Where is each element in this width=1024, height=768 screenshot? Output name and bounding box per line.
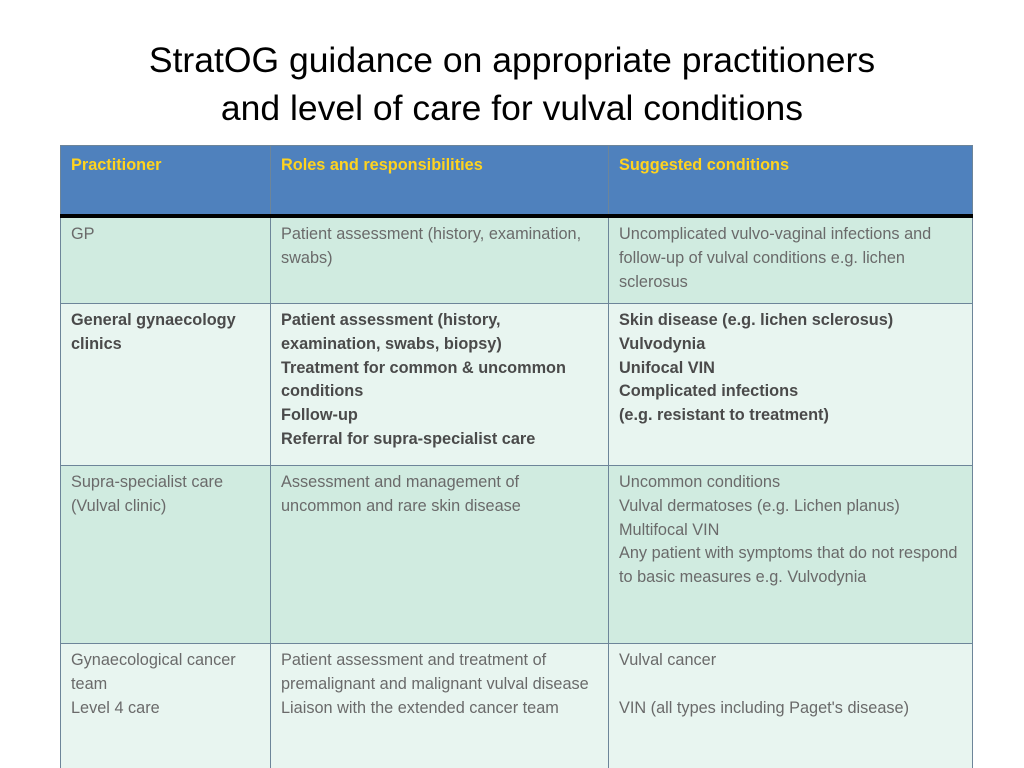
title-line-2: and level of care for vulval conditions [220,88,804,128]
header-practitioner: Practitioner [61,146,271,217]
header-roles: Roles and responsibilities [271,146,609,217]
cell-line: GP [71,225,95,243]
cell-line: Patient assessment (history, examination, swabs, biopsy) [281,311,502,353]
title-line-1: StratOG guidance on appropriate practitioners [148,40,876,80]
cell-line: Uncommon conditions [619,473,781,491]
header-conditions: Suggested conditions [609,146,973,217]
table-row [61,644,973,768]
conditions-cell [609,304,973,466]
cell-line: (e.g. resistant to treatment) [619,406,829,425]
cell-line: Uncomplicated vulvo-vaginal infections and follow-up of vulval conditions e.g. lichen sclerosus [619,225,932,291]
cell-line: Treatment for common & uncommon conditions [281,358,566,401]
practitioner-cell [61,466,271,644]
cell-line: Patient assessment and treatment of premalignant and malignant vulval disease [281,651,589,693]
cell-line: Vulval cancer [619,651,717,669]
practitioner-cell [61,216,271,304]
cell-line: Unifocal VIN [619,358,715,377]
cell-line: Follow-up [281,406,358,425]
cell-line: Vulvodynia [619,334,706,353]
cell-line: Multifocal VIN [619,520,720,539]
conditions-cell [609,644,973,768]
cell-line: Referral for supra-specialist care [281,429,536,448]
conditions-cell [609,216,973,304]
roles-cell [271,216,609,304]
table-row [61,466,973,644]
roles-cell [271,466,609,644]
cell-line: General gynaecology clinics [71,311,236,353]
cell-line: Any patient with symptoms that do not respond to basic measures e.g. Vulvodynia [619,544,958,587]
cell-line [619,673,963,697]
practitioner-cell [61,644,271,768]
roles-cell [271,644,609,768]
cell-line: Level 4 care [71,698,160,717]
conditions-cell [609,466,973,644]
table-row [61,304,973,466]
cell-line: VIN (all types including Paget's disease) [619,698,909,717]
slide-title [0,36,1024,132]
cell-line: Skin disease (e.g. lichen sclerosus) [619,311,894,329]
cell-line: Assessment and management of uncommon and rare skin disease [281,473,521,515]
practitioner-cell [61,304,271,466]
cell-line: Supra-specialist care (Vulval clinic) [71,473,224,515]
table-header-row [61,146,973,217]
roles-cell [271,304,609,466]
cell-line: Complicated infections [619,382,799,401]
guidance-table [60,145,973,768]
cell-line: Vulval dermatoses (e.g. Lichen planus) [619,496,900,515]
cell-line: Patient assessment (history, examination, swabs) [281,225,582,267]
cell-line: Liaison with the extended cancer team [281,698,559,717]
cell-line: Gynaecological cancer team [71,651,236,693]
table-row [61,216,973,304]
